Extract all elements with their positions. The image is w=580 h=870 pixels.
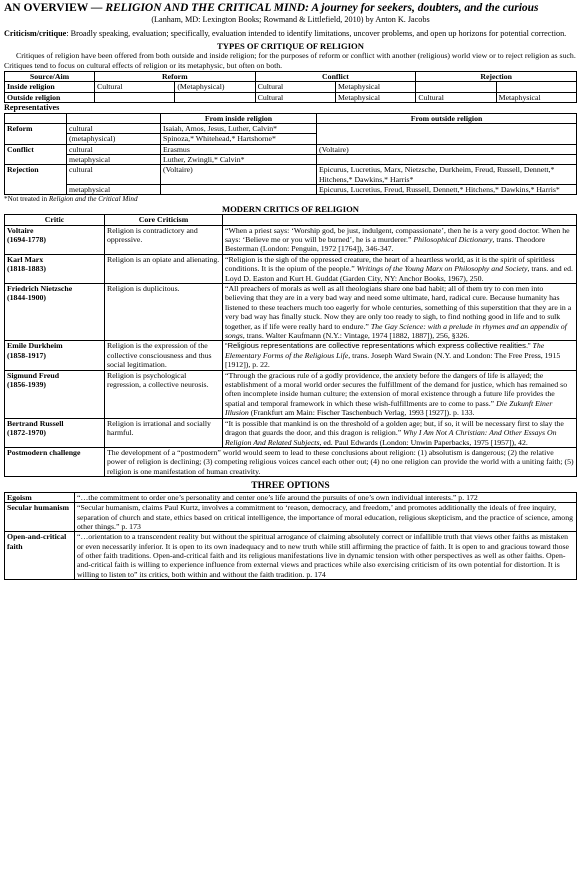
col-source-aim: Source/Aim <box>5 72 95 82</box>
critic-name-text: Bertrand Russell <box>7 418 64 428</box>
table-row <box>5 144 577 154</box>
critics-header-row <box>5 215 577 225</box>
inside-cell: (Voltaire) <box>161 165 317 185</box>
outside-cell: Epicurus, Lucretius, Marx, Nietzsche, Durkheim, Freud, Russell, Dennett,* Hitchens,* Dawkins,* Harris* <box>317 165 577 185</box>
group-label: Rejection <box>5 165 67 195</box>
table-row <box>5 165 577 185</box>
outside-cell: (Voltaire) <box>317 144 577 154</box>
critic-name <box>5 284 105 341</box>
representatives-header-row <box>5 113 577 123</box>
critic-quote <box>223 418 577 447</box>
table-row <box>5 155 577 165</box>
col-core-criticism: Core Criticism <box>105 215 223 225</box>
table-cell: Metaphysical <box>335 82 415 92</box>
col-rejection: Rejection <box>416 72 577 82</box>
critic-row-durkheim <box>5 341 577 370</box>
quote-source: , trans. Joseph Ward Swain (N.Y. and London: The Free Press, 1915 [1912]), p. 22. <box>225 350 561 370</box>
table-cell: Metaphysical <box>496 92 576 102</box>
col-conflict: Conflict <box>255 72 416 82</box>
postmodern-label: Postmodern challenge <box>5 447 105 476</box>
outside-cell <box>317 155 577 165</box>
critic-name-text: Karl Marx <box>7 254 44 264</box>
sub-label: cultural <box>67 165 161 185</box>
option-row-secular-humanism <box>5 503 577 532</box>
quote-text: “Religious representations are collective representations which express collective realities.” <box>225 341 531 351</box>
core-criticism: Religion is irrational and socially harmful. <box>105 418 223 447</box>
table-row <box>5 124 577 134</box>
row-label: Inside religion <box>5 82 95 92</box>
representatives-title: Representatives <box>4 102 60 112</box>
critic-dates: (1856-1939) <box>7 380 46 390</box>
critics-title: MODERN CRITICS OF RELIGION <box>222 204 359 215</box>
title-prefix: AN OVERVIEW — <box>4 2 106 14</box>
types-header-row <box>5 72 577 82</box>
quote-source: , trans. Walter Kaufmann (N.Y.: Vintage, 1974 [1882, 1887]), 256, §326. <box>242 331 470 341</box>
group-label: Reform <box>5 124 67 145</box>
critic-dates: (1858-1917) <box>7 350 46 360</box>
table-cell: Cultural <box>255 82 335 92</box>
outside-cell <box>317 124 577 145</box>
table-cell: Metaphysical <box>335 92 415 102</box>
inside-cell: Erasmus <box>161 144 317 154</box>
quote-text: “When a priest says: ‘Worship god, be just, indulgent, compassionate’, then he is a very good doctor. When he says: ‘Believe me or you will be burned’, he is a murderer.” <box>225 225 570 244</box>
types-intro: Critiques of religion have been offered from both outside and inside religion; for the purposes of reform or conflict with another (religious) world view or to reject religion as such. Critiques tend to focus on cultural effects of religion or its metaphysic, but often on both. <box>4 51 576 70</box>
critic-name-text: Voltaire <box>7 225 34 235</box>
quote-source-title: Die Zukunft Einer Illusion <box>225 398 553 418</box>
core-criticism: Religion is the expression of the collective consciousness and thus social legitimation. <box>105 341 223 370</box>
critic-name <box>5 418 105 447</box>
critic-dates: (1844-1900) <box>7 293 46 303</box>
critic-row-marx <box>5 254 577 283</box>
quote-source: , ed. Paul Edwards (London: Unwin Paperbacks, 1975 [1957]), 42. <box>319 437 528 447</box>
inside-cell: Isaiah, Amos, Jesus, Luther, Calvin* <box>161 124 317 134</box>
quote-source-title: Philosophical Dictionary <box>411 234 493 244</box>
header-cell <box>67 113 161 123</box>
critic-name-text: Sigmund Freud <box>7 370 60 380</box>
title-book: RELIGION AND THE CRITICAL MIND: A journey for seekers, doubters, and the curious <box>105 2 539 14</box>
critic-name <box>5 254 105 283</box>
sub-label: metaphysical <box>67 155 161 165</box>
critic-dates: (1818-1883) <box>7 264 46 274</box>
table-cell <box>175 92 255 102</box>
footnote-book: Religion and the Critical Mind <box>48 195 138 204</box>
group-label: Conflict <box>5 144 67 165</box>
quote-text: “It is possible that mankind is on the threshold of a golden age; but, if so, it will be necessary first to slay the dragon that guards the door, and this dragon is religion.” <box>225 418 564 438</box>
core-criticism: Religion is psychological regression, a collective neurosis. <box>105 370 223 418</box>
critic-name <box>5 370 105 418</box>
table-row <box>5 184 577 194</box>
option-label: Egoism <box>5 493 75 503</box>
critic-name <box>5 341 105 370</box>
citation: (Lanham, MD: Lexington Books; Rowmand & Littlefield, 2010) by Anton K. Jacobs <box>151 15 430 24</box>
quote-source: , trans. and ed. Loyd D. Easton and Kurt H. Guddat (Garden City, NY: Anchor Books, 1967), 250. <box>225 264 573 283</box>
table-cell: Cultural <box>255 92 335 102</box>
table-cell: (Metaphysical) <box>175 82 255 92</box>
core-criticism: Religion is contradictory and oppressive. <box>105 225 223 254</box>
quote-source: (Frankfurt am Main: Fischer Taschenbuch Verlag, 1993 [1927]). p. 133. <box>248 408 475 418</box>
document-title <box>4 2 577 15</box>
inside-cell: Luther, Zwingli,* Calvin* <box>161 155 317 165</box>
critic-quote <box>223 254 577 283</box>
option-text: “…orientation to a transcendent reality but without the spiritual arrogance of claiming absolutely correct or infallible truth that views other faiths as mistaken or even necessarily inferior. It is open to its own inadequacy and to new truth while still affirming the practice of faith. It is open to and gracious toward those of other faith traditions. Open-and-critical faith and its religious manifestations live in dynamic tension with other perspectives as well as other faiths. Open-and-critical faith is willing to experience influence from external views and practices while also exercising criticism of its own potential for distortion. It is willing to listen to” its critics, both within and without the faith tradition. p. 174 <box>75 532 577 579</box>
critic-quote <box>223 284 577 341</box>
option-text: “…the commitment to order one’s personality and center one’s life around the pursuits of one’s own individual interests.” p. 172 <box>75 493 577 503</box>
inside-cell: Spinoza,* Whitehead,* Hartshorne* <box>161 134 317 144</box>
sub-label: cultural <box>67 124 161 134</box>
col-critic: Critic <box>5 215 105 225</box>
core-criticism: Religion is an opiate and alienating. <box>105 254 223 283</box>
col-reform: Reform <box>95 72 256 82</box>
critic-name <box>5 225 105 254</box>
critic-quote <box>223 225 577 254</box>
quote-text: “Through the gracious rule of a godly providence, the anxiety before the dangers of life is allayed; the establishment of a moral world order secures the fulfillment of the demand for justice, which has remained so often incomplete inside human culture; the extension of moral existence through a future life provides the spatial and temporal framework in which these wish-fulfillments are to come to pass.” <box>225 370 568 408</box>
representatives-table <box>4 113 577 195</box>
table-cell: Cultural <box>416 92 496 102</box>
critic-quote <box>223 341 577 370</box>
option-text: “Secular humanism, claims Paul Kurtz, involves a commitment to ‘reason, democracy, and freedom,’ and promotes additionally the ideals of free inquiry, separation of church and state, ethics based on critical intelligence, the importance of moral education, religious skepticism, and the practice of science, among other things.” p. 173 <box>75 503 577 532</box>
types-title: TYPES OF CRITIQUE OF RELIGION <box>217 41 364 51</box>
sub-label: cultural <box>67 144 161 154</box>
critic-row-russell <box>5 418 577 447</box>
critic-name-text: Emile Durkheim <box>7 341 63 351</box>
types-table <box>4 71 577 103</box>
postmodern-text: The development of a “postmodern” world would seem to lead to these conclusions about religion: (1) absolutism is dangerous; (2) the relative power of religion is declining; (3) competing religious voices cancel each other out; (4) no one religion can provide the world with a uniting faith; (5) religion is one manifestation of human creativity. <box>105 447 577 476</box>
table-cell <box>95 92 175 102</box>
quote-source-title: The Gay Science: with a prelude in rhymes and an appendix of songs <box>225 321 567 341</box>
options-title: THREE OPTIONS <box>251 481 330 492</box>
option-label: Secular humanism <box>5 503 75 532</box>
critic-quote <box>223 370 577 418</box>
core-criticism: Religion is duplicitous. <box>105 284 223 341</box>
outside-cell: Epicurus, Lucretius, Freud, Russell, Dennett,* Hitchens,* Dawkins,* Harris* <box>317 184 577 194</box>
sub-label: (metaphysical) <box>67 134 161 144</box>
quote-text: “All preachers of morals as well as all theologians share one bad habit; all of them try to con men into believing that they are in a very bad way and need some ultimate, hard, radical cure. Because humanity has listened to these teachers much too eagerly for whole centuries, something of this superstition that they are in a very bad way has finally stuck. Now they are only too ready to sigh, to find nothing good in life and to sulk together, as if life were really hard to endure.” <box>225 284 572 331</box>
quote-source-title: Why I Am Not A Christian: And Other Essays On Religion And Related Subjects <box>225 428 557 447</box>
table-cell: Cultural <box>95 82 175 92</box>
definition-text: : Broadly speaking, evaluation; specifically, evaluation intended to identify limitations, uncover problems, and open up horizons for potential correction. <box>66 29 567 38</box>
col-quote <box>223 215 577 225</box>
header-cell <box>5 113 67 123</box>
definition-term: Criticism/critique <box>4 29 67 38</box>
quote-text: “Religion is the sigh of the oppressed creature, the heart of a heartless world, as it is the spirit of spiritless conditions. It is the opium of the people.” <box>225 254 555 274</box>
critic-row-freud <box>5 370 577 418</box>
option-row-egoism <box>5 493 577 503</box>
option-row-open-critical-faith <box>5 532 577 579</box>
row-label: Outside religion <box>5 92 95 102</box>
types-row-outside <box>5 92 577 102</box>
critics-table <box>4 214 577 477</box>
inside-cell <box>161 184 317 194</box>
footnote-text: *Not treated in <box>4 195 49 204</box>
critic-dates: (1872-1970) <box>7 428 46 438</box>
critic-row-voltaire <box>5 225 577 254</box>
quote-source-title: Writings of the Young Marx on Philosophy and Society <box>354 264 528 274</box>
col-inside: From inside religion <box>161 113 317 123</box>
critic-dates: (1694-1778) <box>7 234 46 244</box>
footnote <box>4 195 577 204</box>
postmodern-row <box>5 447 577 476</box>
quote-source: , trans. Theodore Besterman (London: Penguin, 1972 [1764]), 346-347. <box>225 234 546 254</box>
critic-name-text: Friedrich Nietzsche <box>7 284 73 293</box>
critic-row-nietzsche <box>5 284 577 341</box>
types-row-inside <box>5 82 577 92</box>
sub-label: metaphysical <box>67 184 161 194</box>
col-outside: From outside religion <box>317 113 577 123</box>
options-table <box>4 492 577 580</box>
option-label: Open-and-critical faith <box>5 532 75 579</box>
table-cell <box>496 82 576 92</box>
quote-source-title: The Elementary Forms of the Religious Life <box>225 341 545 360</box>
table-cell <box>416 82 496 92</box>
criticism-definition <box>4 29 577 39</box>
